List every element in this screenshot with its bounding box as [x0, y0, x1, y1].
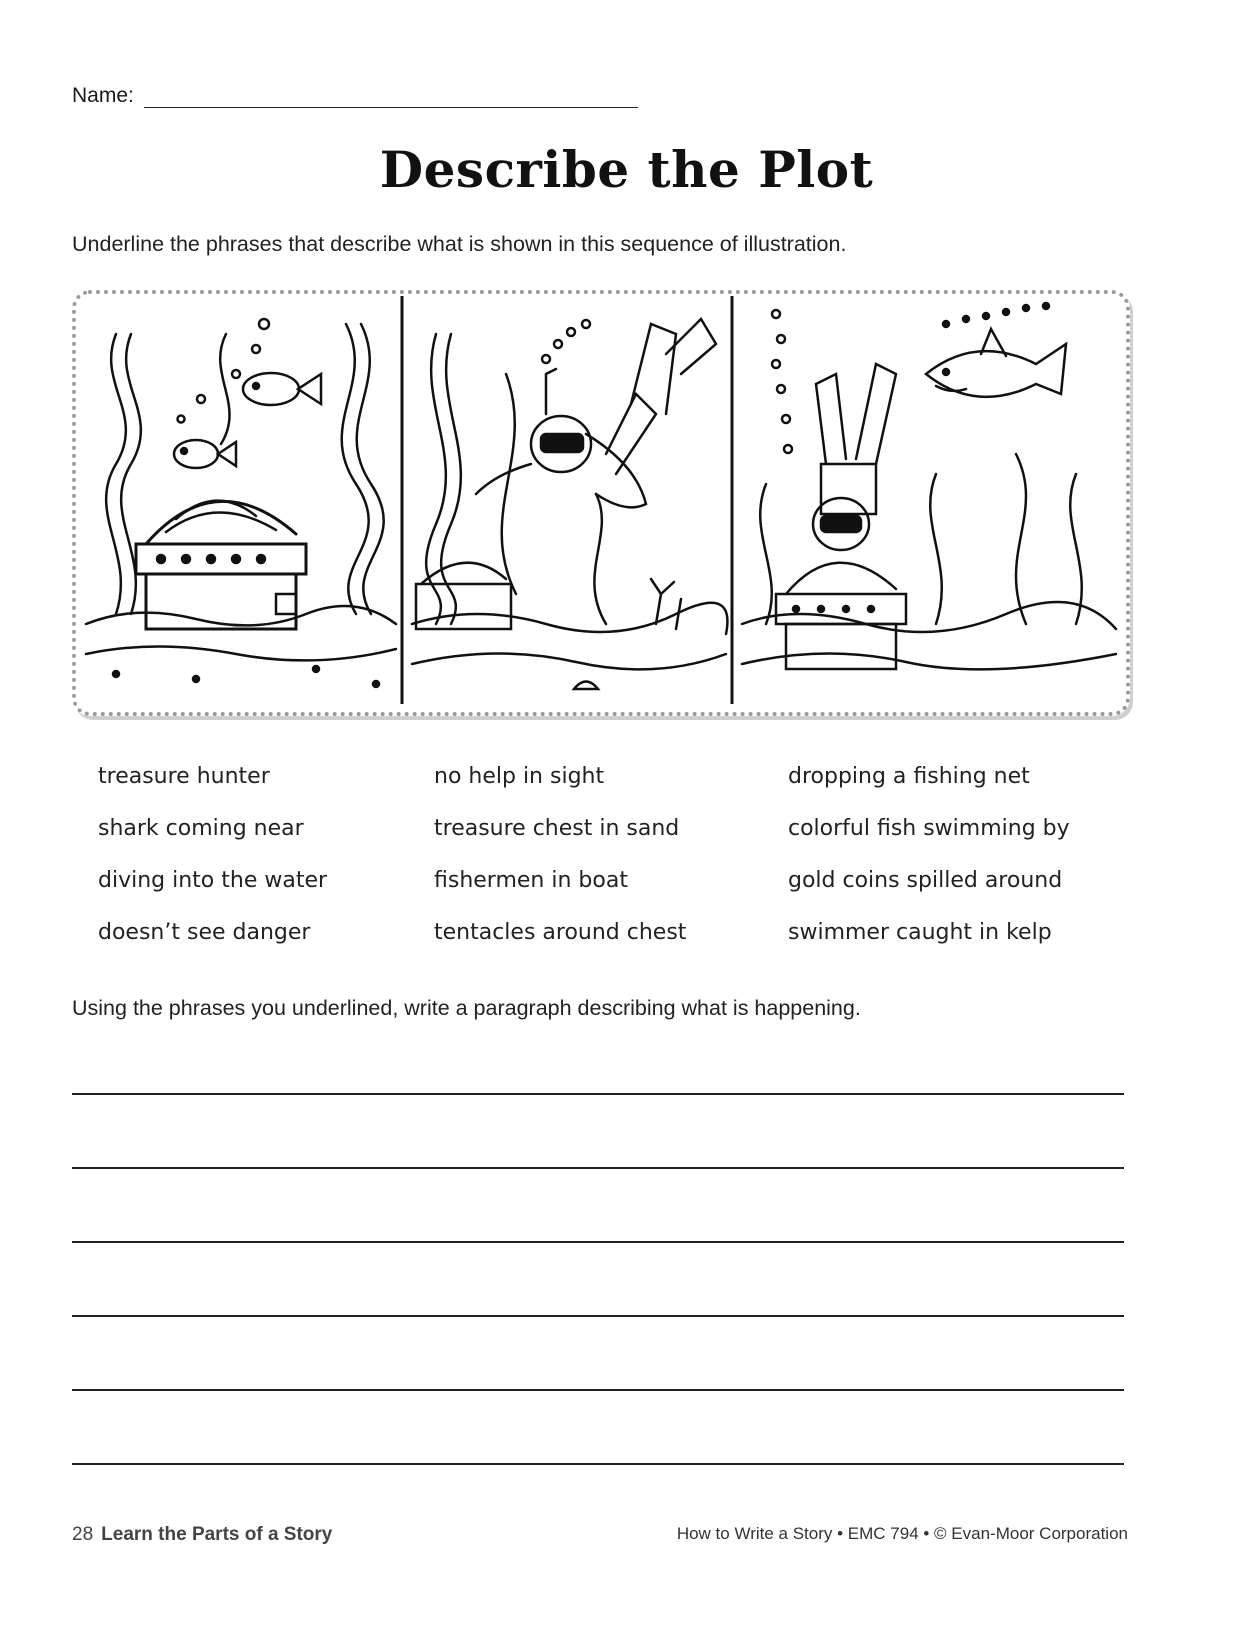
page-number: 28 [72, 1524, 94, 1545]
illustration-panels [76, 294, 1126, 712]
name-label: Name: [72, 84, 134, 107]
phrase-column-2 [434, 762, 686, 970]
treasure-chest-with-fish-scene [86, 319, 396, 687]
phrase-item[interactable]: dropping a fishing net [788, 764, 1030, 789]
section-name: Learn the Parts of a Story [101, 1524, 333, 1545]
diver-caught-in-kelp-with-shark-scene [742, 303, 1116, 669]
footer-credit: How to Write a Story • EMC 794 • © Evan-Moor Corporation [676, 1524, 1128, 1543]
illustration-frame [72, 290, 1130, 716]
diver-swimming-toward-chest-scene [412, 319, 727, 689]
phrase-item[interactable]: doesn’t see danger [98, 920, 311, 945]
writing-line[interactable] [72, 1093, 1124, 1095]
phrase-item[interactable]: colorful fish swimming by [788, 816, 1070, 841]
phrase-item[interactable]: gold coins spilled around [788, 868, 1063, 893]
phrase-item[interactable]: shark coming near [98, 816, 304, 841]
phrase-column-1 [98, 762, 327, 970]
paragraph-instruction: Using the phrases you underlined, write a paragraph describing what is happening. [72, 996, 861, 1020]
phrase-item[interactable]: swimmer caught in kelp [788, 920, 1052, 945]
phrase-column-3 [788, 762, 1070, 970]
footer-section [72, 1524, 332, 1546]
phrase-item[interactable]: diving into the water [98, 868, 328, 893]
page-title: Describe the Plot [379, 140, 874, 199]
phrase-item[interactable]: tentacles around chest [434, 920, 687, 945]
phrase-item[interactable]: fishermen in boat [434, 868, 628, 893]
writing-line[interactable] [72, 1389, 1124, 1391]
underline-instruction: Underline the phrases that describe what is shown in this sequence of illustration. [72, 232, 847, 256]
writing-line[interactable] [72, 1463, 1124, 1465]
phrase-item[interactable]: no help in sight [434, 764, 605, 789]
writing-line[interactable] [72, 1315, 1124, 1317]
phrase-item[interactable]: treasure chest in sand [434, 816, 680, 841]
phrase-item[interactable]: treasure hunter [98, 764, 270, 789]
name-blank-line[interactable] [144, 85, 638, 108]
writing-line[interactable] [72, 1167, 1124, 1169]
writing-line[interactable] [72, 1241, 1124, 1243]
name-field-row [72, 84, 638, 108]
